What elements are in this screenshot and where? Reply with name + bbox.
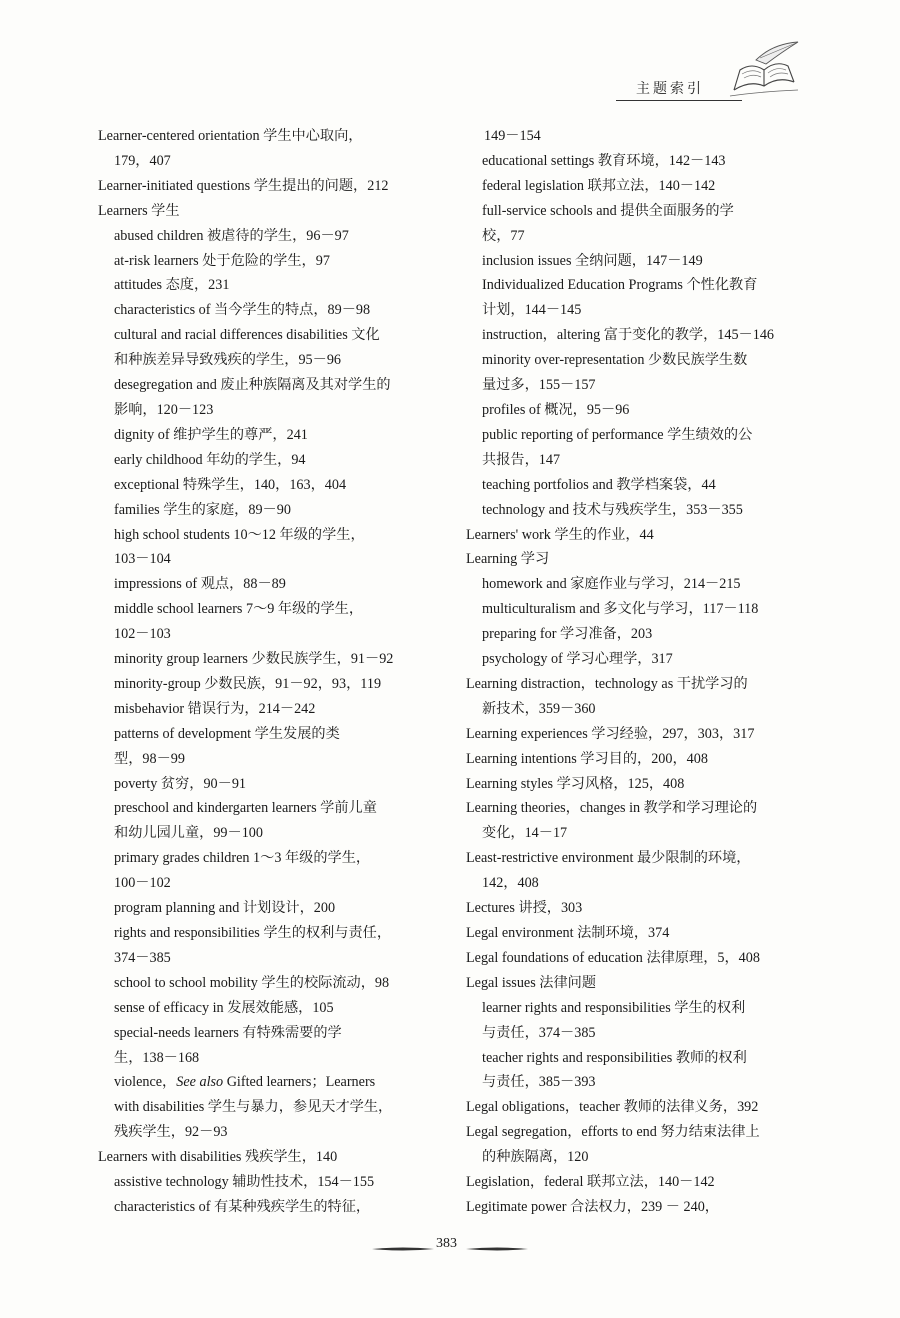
- index-entry-line: middle school learners 7～9 年级的学生，: [114, 601, 364, 618]
- index-entry-line: 102－103: [114, 626, 171, 643]
- index-entry-line: psychology of 学习心理学，317: [482, 651, 673, 668]
- page-footer: [0, 1236, 900, 1256]
- index-entry-line: characteristics of 有某种残疾学生的特征，: [114, 1198, 371, 1215]
- header-title: 主题索引: [636, 81, 704, 97]
- index-entry-line: Legislation，federal 联邦立法，140－142: [466, 1174, 715, 1191]
- index-entry-line: 与责任，385－393: [482, 1074, 596, 1091]
- index-entry-line: 型，98－99: [114, 750, 185, 767]
- index-entry-line: dignity of 维护学生的尊严，241: [114, 426, 308, 443]
- index-entry-line: misbehavior 错误行为，214－242: [114, 700, 316, 717]
- index-entry-line: Learner-initiated questions 学生提出的问题，212: [98, 177, 389, 194]
- index-entry-line: minority over-representation 少数民族学生数: [482, 352, 748, 369]
- index-entry-line: 残疾学生，92－93: [114, 1124, 228, 1141]
- index-entry-line: minority-group 少数民族，91－92，93，119: [114, 675, 382, 692]
- index-entry-line: 生，138－168: [114, 1049, 200, 1066]
- index-entry-line: teaching portfolios and 教学档案袋，44: [482, 476, 716, 493]
- index-entry-line: exceptional 特殊学生，140，163，404: [114, 476, 347, 493]
- index-entry-line: 量过多，155－157: [482, 377, 596, 394]
- index-entry-line: Learning theories，changes in 教学和学习理论的: [466, 800, 758, 817]
- index-entry-line: families 学生的家庭，89－90: [114, 501, 291, 518]
- index-column-right: [466, 124, 802, 1220]
- index-entry-line: profiles of 概况，95－96: [482, 401, 630, 418]
- index-entry-line: multiculturalism and 多文化与学习，117－118: [482, 601, 759, 618]
- index-entry-line: assistive technology 辅助性技术，154－155: [114, 1174, 375, 1191]
- index-entry-line: Legal issues 法律问题: [466, 974, 597, 991]
- index-entry-line: 和种族差异导致残疾的学生，95－96: [114, 352, 342, 369]
- index-entry-line: federal legislation 联邦立法，140－142: [482, 177, 716, 194]
- index-entry-line: 103－104: [114, 551, 171, 568]
- index-entry-line: violence，See also Gifted learners；Learners: [114, 1074, 376, 1091]
- footer-ornament-right: [466, 1246, 528, 1252]
- index-entry-line: Learners' work 学生的作业，44: [466, 526, 654, 543]
- index-entry-line: Learning experiences 学习经验，297，303，317: [466, 725, 755, 742]
- index-entry-line: homework and 家庭作业与学习，214－215: [482, 576, 741, 593]
- index-entry-line: learner rights and responsibilities 学生的权利: [482, 999, 746, 1016]
- index-entry-line: 的种族隔离，120: [482, 1149, 589, 1166]
- index-entry-line: abused children 被虐待的学生，96－97: [114, 227, 349, 244]
- index-entry-line: preschool and kindergarten learners 学前儿童: [114, 800, 377, 817]
- page-number: 383: [436, 1236, 457, 1251]
- index-entry-line: 新技术，359－360: [482, 700, 596, 717]
- index-entry-line: early childhood 年幼的学生，94: [114, 451, 306, 468]
- index-entry-line: 校，77: [482, 227, 525, 244]
- index-entry-line: 374－385: [114, 949, 171, 966]
- index-entry-line: 和幼儿园儿童，99－100: [114, 825, 263, 842]
- index-entry-line: 计划，144－145: [482, 302, 582, 319]
- index-entry-line: public reporting of performance 学生绩效的公: [482, 426, 753, 443]
- header-rule: [616, 100, 742, 101]
- index-entry-line: Learning 学习: [466, 551, 550, 568]
- index-entry-line: Legal environment 法制环境，374: [466, 925, 670, 941]
- index-entry-line: desegregation and 废止种族隔离及其对学生的: [114, 377, 391, 394]
- index-entry-line: full-service schools and 提供全面服务的学: [482, 202, 734, 219]
- index-entry-line: preparing for 学习准备，203: [482, 626, 653, 643]
- index-entry-line: characteristics of 当今学生的特点，89－98: [114, 302, 371, 319]
- index-entry-line: Individualized Education Programs 个性化教育: [482, 277, 758, 294]
- index-entry-line: Learning distraction，technology as 干扰学习的: [466, 675, 748, 692]
- index-entry-line: Learner-centered orientation 学生中心取向，: [98, 128, 363, 144]
- index-entry-line: Learners with disabilities 残疾学生，140: [98, 1149, 338, 1166]
- index-entry-line: 142，408: [482, 875, 539, 892]
- index-entry-line: Legitimate power 合法权力，239 － 240，: [466, 1198, 719, 1215]
- index-entry-line: high school students 10～12 年级的学生，: [114, 526, 365, 543]
- index-entry-line: program planning and 计划设计，200: [114, 900, 336, 917]
- index-entry-line: teacher rights and responsibilities 教师的权利: [482, 1049, 747, 1066]
- index-entry-line: impressions of 观点，88－89: [114, 576, 286, 593]
- index-entry-line: Learning intentions 学习目的，200，408: [466, 750, 708, 767]
- index-entry-line: instruction，altering 富于变化的教学，145－146: [482, 327, 775, 344]
- index-entry-line: Learning styles 学习风格，125，408: [466, 775, 685, 792]
- index-entry-line: sense of efficacy in 发展效能感，105: [114, 999, 334, 1016]
- index-entry-line: Least-restrictive environment 最少限制的环境，: [466, 850, 751, 867]
- index-entry-line: at-risk learners 处于危险的学生，97: [114, 252, 330, 269]
- index-entry-line: 影响，120－123: [114, 401, 214, 418]
- index-entry-line: technology and 技术与残疾学生，353－355: [482, 501, 743, 518]
- index-entry-line: Learners 学生: [98, 202, 180, 219]
- index-entry-line: 149－154: [484, 128, 541, 144]
- index-entry-line: attitudes 态度，231: [114, 277, 230, 294]
- index-entry-line: Legal segregation，efforts to end 努力结束法律上: [466, 1124, 760, 1141]
- index-entry-line: minority group learners 少数民族学生，91－92: [114, 651, 394, 668]
- book-quill-icon: [726, 40, 802, 102]
- index-entry-line: cultural and racial differences disabilities 文化: [114, 327, 380, 344]
- running-header: [0, 0, 900, 110]
- index-entry-line: inclusion issues 全纳问题，147－149: [482, 252, 703, 269]
- index-entry-line: rights and responsibilities 学生的权利与责任，: [114, 925, 392, 941]
- index-entry-line: Lectures 讲授，303: [466, 900, 583, 917]
- index-entry-line: 100－102: [114, 875, 171, 892]
- index-entry-line: with disabilities 学生与暴力，参见天才学生，: [114, 1099, 393, 1116]
- index-entry-line: Legal obligations，teacher 教师的法律义务，392: [466, 1099, 759, 1116]
- index-entry-line: 共报告，147: [482, 451, 561, 468]
- index-entry-line: primary grades children 1～3 年级的学生，: [114, 850, 371, 867]
- index-column-left: [98, 124, 438, 1220]
- index-entry-line: 变化，14－17: [482, 825, 568, 842]
- index-entry-line: 与责任，374－385: [482, 1024, 596, 1041]
- index-entry-line: patterns of development 学生发展的类: [114, 725, 340, 742]
- index-entry-line: Legal foundations of education 法律原理，5，408: [466, 949, 760, 966]
- index-entry-line: educational settings 教育环境，142－143: [482, 152, 726, 169]
- index-entry-line: special-needs learners 有特殊需要的学: [114, 1024, 342, 1041]
- index-entry-line: 179，407: [114, 152, 171, 169]
- index-entry-line: poverty 贫穷，90－91: [114, 775, 247, 792]
- footer-ornament-left: [372, 1246, 434, 1252]
- index-entry-line: school to school mobility 学生的校际流动，98: [114, 974, 390, 991]
